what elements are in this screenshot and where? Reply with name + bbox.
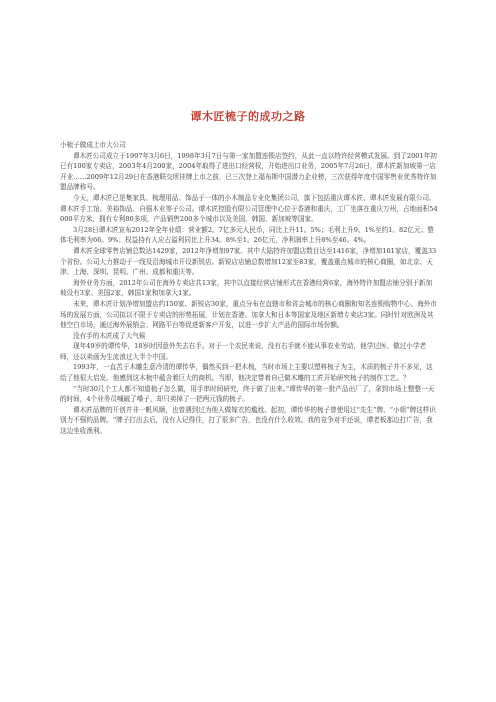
paragraph: 小梳子做成上市大公司 xyxy=(60,141,126,149)
document-body xyxy=(60,140,438,437)
paragraph: 未来，谭木匠计划净增加盟店约150家、新锐店30家，重点分布在直辖市和省会城市的核心商圈和知名连锁购物中心。海外市场的发展方面，公司拟以不限于专卖店的形势拓展，计划在香港、加拿大和日本等国家及地区新增专卖店3家。同时针对欧洲及其他空白市场，通过海外展销会、网路平台等促进新客户开发，以进一步扩大产品的国际市场份额。 xyxy=(60,299,437,330)
paragraph: 现年49岁的谭传华，18岁时因意外失去右手。对于一个农民来说，没有右手就不能从事农业劳动，他学过医、做过小学老师，还以卖画为生流浪过大半个中国。 xyxy=(60,342,427,361)
paragraph: 谭木匠品牌的开创并非一帆风顺，也曾遇到过为他人做嫁衣的尴尬。起初，谭传华的梳子曾使用过“先生”牌、“小姐”牌这样识别力不强的品牌。“牌子打出去后，没有人记得住，打了很多广告，也没有什么收效。我的竞争对手还说，谭老板那边打广告，我这边坐收渔利。 xyxy=(60,405,436,436)
paragraph: “当时30几个工人都不知道梳子怎么做，用手串时间研究，终于做了出来。”谭传华的第一批产品出厂了，拿到市场上整整一天的时间，4个业务员喊破了嗓子，却只卖掉了一把两元钱的梳子。 xyxy=(60,384,435,404)
paragraph: 谭木匠公司成立于1997年3月6日，1998年3月7日与第一家加盟连锁店签约，从此一直以特许经营模式发展。到了2001年初已有100家专卖店，2003年4月200家，2004年取得了进出口经营权，开始进出口业务，2005年7月26日，谭木匠新加坡第一店开业……2009年12月29日在香港联交所挂牌上市之前，已三次登上福布斯中国潜力企业榜，三次获得年度中国零售业优秀特许加盟品牌称号。 xyxy=(60,151,437,192)
paragraph: 没有手的木匠成了大气候 xyxy=(73,331,146,340)
paragraph: 谭木匠全球零售店铺总数达1429家，2012年净增加97家。其中大陆特许加盟店数目达至1416家，净增加101家店，覆盖33个省份。公司大力推动于一线及沿海城市开设新锐店。新锐店店铺总数增加12家至83家，覆盖重点城市的核心商圈，如北京、天津、上海、深圳、昆明、广州、成都和重庆等。 xyxy=(60,246,437,277)
paragraph: 今天，谭木匠已是集家具、梳理用品、饰品于一体的小木制品专业化集团公司，旗下包括重庆谭木匠、谭木匠发展有限公司、谭木匠手工馆、美裕饰品、自强木业等子公司。谭木匠控股有限公司管理中心位于香港和重庆，工厂坐落在重庆万州，占地面积54000平方米，拥有专利80多项，产品销售200多个城市以及美国、韩国、新加坡等国家。 xyxy=(60,193,438,224)
paragraph: 1993年，一直苦于木雕生意冷清的谭传华，偶然买到一把木梳，当时市场上主要以塑料梳子为主，木质的梳子并不多见，这给了他很大启发。他感到这木梳中蕴含着巨大的商机。当即，他决定带着自己做木雕的工匠开始研究梳子的制作工艺。？ xyxy=(60,363,433,383)
paragraph: 海外业务方面，2012年公司在海外专卖店共13家，其中以直接经营店铺形式在香港经营6家，海外特许加盟店铺分别于新加坡设有3家、美国2家、韩国1家和加拿大1家。 xyxy=(60,278,433,298)
paragraph: 3月28日谭木匠宣布2012年全年业绩：营业额2。7亿多元人民币，同比上升11。5%；毛利上升9。1%至约1。82亿元；整体毛利率为66。9%；权益持有人应占溢利同比上升34。8%至1。26亿元，净利润率上升8%至46。4%。 xyxy=(60,225,434,245)
document-title: 谭木匠梳子的成功之路 xyxy=(190,110,306,123)
